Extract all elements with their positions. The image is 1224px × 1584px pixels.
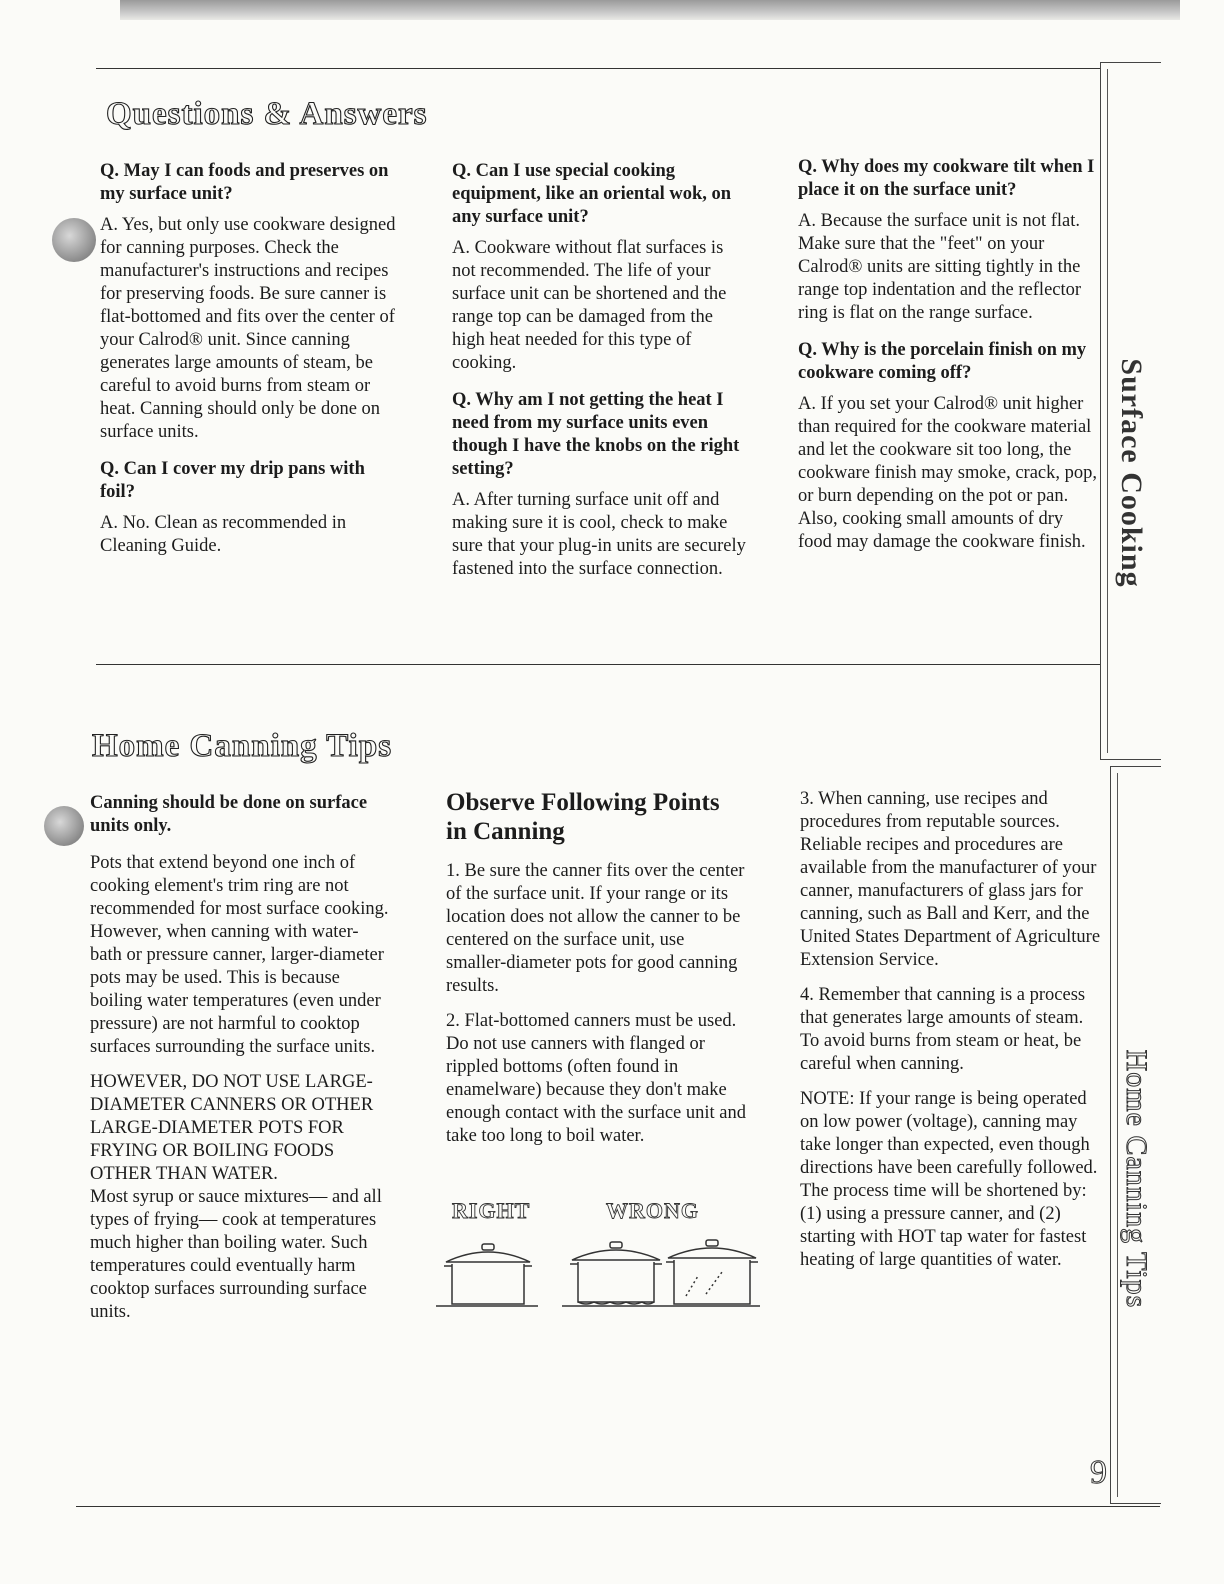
answer: A. Cookware without flat surfaces is not recommended. The life of your surface unit can be shortened and the range top can be damaged from the high heat needed for this type of cooking.: [452, 238, 727, 373]
qa-column-3: [798, 156, 1098, 568]
question: Q. Why am I not getting the heat I need from my surface units even though I have the knobs on the right setting?: [452, 390, 740, 479]
paragraph: 1. Be sure the canner fits over the center of the surface unit. If your range or its location does not allow the canner to be centered on the surface unit, use smaller-diameter pots for good canning results.: [446, 861, 745, 996]
side-tab-surface-cooking: [1100, 62, 1161, 760]
wrong-pot-icon: [666, 1240, 758, 1304]
canning-subheading: Observe Following Points in Canning: [446, 789, 720, 845]
paragraph: 2. Flat-bottomed canners must be used. Do not use canners with flanged or rippled bottoms (often found in enamelware) because they don't make enough contact with the surface unit and take too long to boil water.: [446, 1011, 747, 1146]
wrong-pot-icon: [562, 1242, 760, 1306]
paragraph: 3. When canning, use recipes and procedures from reputable sources. Reliable recipes and procedures are available from the manufacturer of your canner, manufacturers of glass jars for canning, such as Ball and Kerr, and the United States Department of Agriculture Extension Service.: [800, 789, 1101, 970]
canning-column-3: [800, 788, 1104, 1284]
middle-rule: [96, 664, 1100, 665]
answer: A. No. Clean as recommended in Cleaning Guide.: [100, 513, 347, 556]
scan-artifact: [120, 0, 1180, 20]
side-tab-surface-label: Surface Cooking: [1115, 358, 1148, 588]
binder-hole: [44, 806, 84, 846]
answer: A. After turning surface unit off and making sure it is cool, check to make sure that your plug-in units are securely fastened into the surface connection.: [452, 490, 746, 579]
binder-hole: [52, 218, 96, 262]
top-rule: [96, 68, 1100, 69]
side-tab-home-canning: [1110, 766, 1161, 1504]
page-number: 9: [1090, 1454, 1107, 1491]
canning-title: Home Canning Tips: [92, 728, 393, 764]
canning-lead: Canning should be done on surface units only.: [90, 793, 368, 836]
question: Q. Can I use special cooking equipment, like an oriental wok, on any surface unit?: [452, 161, 732, 227]
correct-pot-icon: [436, 1244, 538, 1306]
paragraph: 4. Remember that canning is a process that generates large amounts of steam. To avoid burns from steam or heat, be careful when canning.: [800, 985, 1086, 1074]
question: Q. Why does my cookware tilt when I place it on the surface unit?: [798, 157, 1095, 200]
answer: A. Yes, but only use cookware designed for canning purposes. Check the manufacturer's instructions and recipes for preserving foods. Be sure canner is flat-bottomed and fits over the center of your Calrod® unit. Since canning generates large amounts of steam, be careful to avoid burns from steam or heat. Canning should only be done on surface units.: [100, 215, 396, 442]
side-tab-canning-label: Home Canning Tips: [1120, 1049, 1153, 1309]
canner-illustration: [436, 1236, 766, 1312]
right-label: RIGHT: [452, 1198, 531, 1223]
warning-paragraph: HOWEVER, DO NOT USE LARGE-DIAMETER CANNERS OR OTHER LARGE-DIAMETER POTS FOR FRYING OR BOILING FOODS OTHER THAN WATER.: [90, 1072, 374, 1184]
question: Q. May I can foods and preserves on my surface unit?: [100, 161, 389, 204]
qa-column-2: [452, 160, 748, 595]
answer: A. Because the surface unit is not flat. Make sure that the "feet" on your Calrod® units are sitting tightly in the range top indentation and the reflector ring is flat on the range surface.: [798, 211, 1082, 323]
bottom-rule: [76, 1506, 1160, 1507]
qa-column-1: [100, 160, 400, 572]
question: Q. Can I cover my drip pans with foil?: [100, 459, 365, 502]
note-paragraph: NOTE: If your range is being operated on low power (voltage), canning may take longer than expected, even though directions have been carefully followed. The process time will be shortened by: (1) using a pressure canner, and (2) starting with HOT tap water for fastest heating of large quantities of water.: [800, 1089, 1098, 1270]
question: Q. Why is the porcelain finish on my cookware coming off?: [798, 340, 1087, 383]
canning-column-1: [90, 792, 390, 1336]
paragraph: Most syrup or sauce mixtures— and all types of frying— cook at temperatures much higher than boiling water. Such temperatures could eventually harm cooktop surfaces surrounding surface units.: [90, 1187, 382, 1322]
qa-title: Questions & Answers: [106, 96, 428, 132]
wrong-label: WRONG: [606, 1198, 699, 1223]
paragraph: Pots that extend beyond one inch of cooking element's trim ring are not recommended for most surface cooking. However, when canning with water-bath or pressure canner, larger-diameter pots may be used. This is because boiling water temperatures (even under pressure) are not harmful to cooktop surfaces surrounding the surface units.: [90, 853, 389, 1057]
answer: A. If you set your Calrod® unit higher than required for the cookware material and let the cookware sit too long, the cookware finish may smoke, crack, pop, or burn depending on the pot or pan. Also, cooking small amounts of dry food may damage the cookware finish.: [798, 394, 1097, 552]
canning-column-2: [446, 788, 746, 1160]
